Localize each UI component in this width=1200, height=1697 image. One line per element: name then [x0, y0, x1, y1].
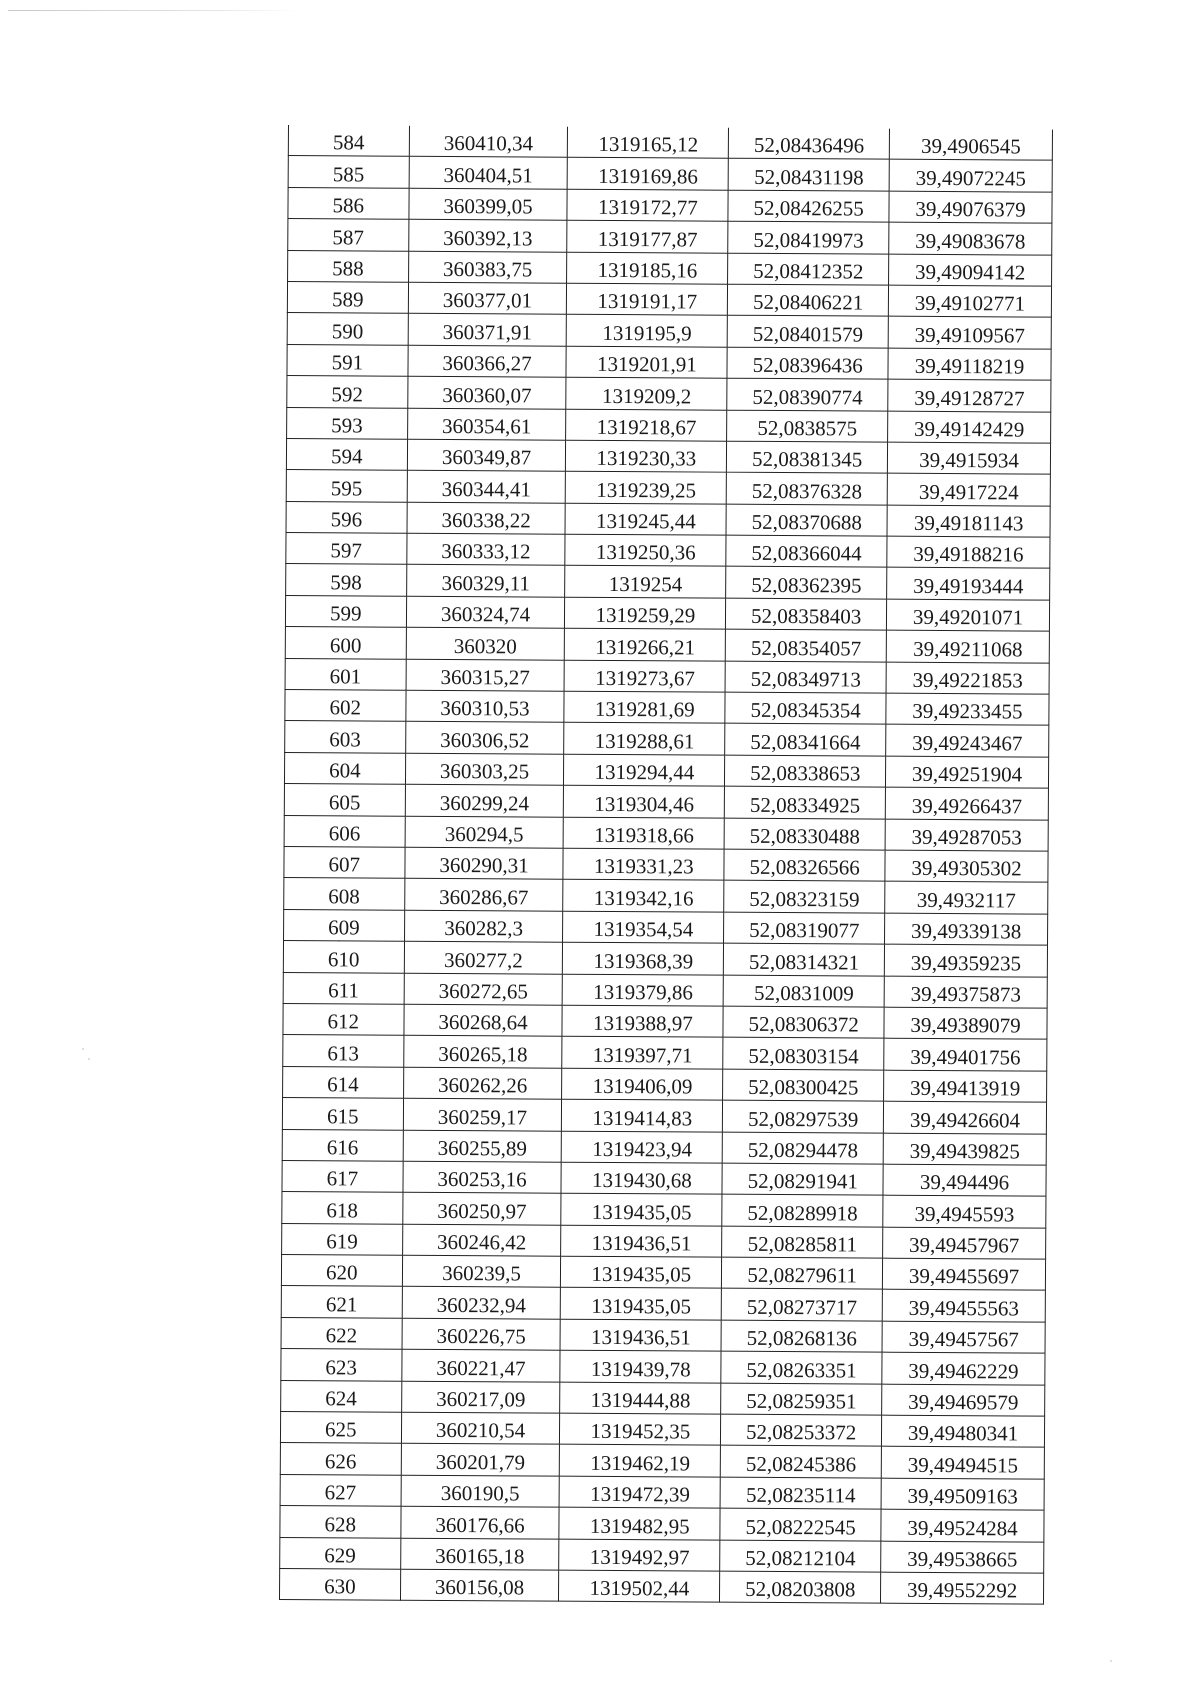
- x-coordinate-cell: 360221,47: [401, 1349, 560, 1381]
- table-row: [283, 1035, 1047, 1071]
- longitude-cell: 39,49181143: [887, 505, 1050, 537]
- y-coordinate-cell: 1319165,12: [568, 127, 729, 159]
- y-coordinate-cell: 1319462,19: [560, 1445, 721, 1477]
- latitude-cell: 52,08245386: [721, 1446, 882, 1478]
- table-row: [282, 1098, 1046, 1134]
- table-row: [282, 1129, 1046, 1165]
- y-coordinate-cell: 1319435,05: [561, 1288, 722, 1320]
- longitude-cell: 39,49201071: [887, 599, 1050, 631]
- table-row: [288, 156, 1052, 192]
- y-coordinate-cell: 1319318,66: [564, 817, 725, 849]
- point-number-cell: 586: [288, 187, 409, 219]
- latitude-cell: 52,08431198: [728, 159, 889, 191]
- latitude-cell: 52,08263351: [721, 1351, 882, 1383]
- x-coordinate-cell: 360286,67: [404, 879, 563, 911]
- point-number-cell: 630: [279, 1568, 400, 1600]
- longitude-cell: 39,49083678: [889, 222, 1052, 254]
- y-coordinate-cell: 1319185,16: [567, 252, 728, 284]
- longitude-cell: 39,49094142: [889, 254, 1052, 286]
- longitude-cell: 39,49457967: [883, 1227, 1046, 1259]
- table-row: [284, 784, 1048, 820]
- longitude-cell: 39,4906545: [889, 129, 1052, 161]
- table-row: [281, 1255, 1045, 1291]
- x-coordinate-cell: 360217,09: [401, 1381, 560, 1413]
- latitude-cell: 52,08319077: [724, 912, 885, 944]
- scan-speck: [88, 1058, 90, 1060]
- table-row: [286, 564, 1050, 600]
- table-row: [281, 1380, 1045, 1416]
- point-number-cell: 621: [281, 1286, 402, 1318]
- point-number-cell: 627: [280, 1474, 401, 1506]
- longitude-cell: 39,49339138: [885, 913, 1048, 945]
- longitude-cell: 39,494496: [883, 1164, 1046, 1196]
- table-row: [288, 250, 1052, 286]
- point-number-cell: 610: [283, 941, 404, 973]
- latitude-cell: 52,08345354: [725, 692, 886, 724]
- table-row: [287, 344, 1051, 380]
- latitude-cell: 52,08294478: [722, 1132, 883, 1164]
- table-row: [288, 219, 1052, 255]
- latitude-cell: 52,08314321: [724, 943, 885, 975]
- point-number-cell: 606: [284, 815, 405, 847]
- longitude-cell: 39,49439825: [883, 1133, 1046, 1165]
- table-row: [282, 1160, 1046, 1196]
- point-number-cell: 613: [283, 1035, 404, 1067]
- latitude-cell: 52,08297539: [723, 1100, 884, 1132]
- point-number-cell: 623: [281, 1349, 402, 1381]
- y-coordinate-cell: 1319482,95: [559, 1507, 720, 1539]
- latitude-cell: 52,08341664: [725, 724, 886, 756]
- y-coordinate-cell: 1319230,33: [566, 440, 727, 472]
- longitude-cell: 39,49426604: [883, 1101, 1046, 1133]
- longitude-cell: 39,49375873: [884, 976, 1047, 1008]
- table-row: [285, 595, 1049, 631]
- latitude-cell: 52,08291941: [722, 1163, 883, 1195]
- longitude-cell: 39,49457567: [882, 1321, 1045, 1353]
- x-coordinate-cell: 360410,34: [409, 126, 568, 158]
- longitude-cell: 39,4917224: [887, 473, 1050, 505]
- latitude-cell: 52,08259351: [721, 1383, 882, 1415]
- y-coordinate-cell: 1319266,21: [565, 628, 726, 660]
- y-coordinate-cell: 1319259,29: [565, 597, 726, 629]
- x-coordinate-cell: 360277,2: [404, 941, 563, 973]
- longitude-cell: 39,49509163: [881, 1478, 1044, 1510]
- table-row: [283, 941, 1047, 977]
- y-coordinate-cell: 1319397,71: [562, 1037, 723, 1069]
- x-coordinate-cell: 360377,01: [408, 282, 567, 314]
- point-number-cell: 615: [282, 1098, 403, 1130]
- y-coordinate-cell: 1319423,94: [562, 1131, 723, 1163]
- point-number-cell: 611: [283, 972, 404, 1004]
- y-coordinate-cell: 1319379,86: [563, 974, 724, 1006]
- point-number-cell: 600: [285, 627, 406, 659]
- longitude-cell: 39,49413919: [884, 1070, 1047, 1102]
- table-row: [280, 1537, 1044, 1573]
- y-coordinate-cell: 1319288,61: [564, 723, 725, 755]
- table-row: [285, 658, 1049, 694]
- longitude-cell: 39,49305302: [885, 850, 1048, 882]
- point-number-cell: 587: [288, 219, 409, 251]
- y-coordinate-cell: 1319218,67: [566, 409, 727, 441]
- latitude-cell: 52,08330488: [724, 818, 885, 850]
- x-coordinate-cell: 360338,22: [407, 502, 566, 534]
- x-coordinate-cell: 360299,24: [405, 784, 564, 816]
- point-number-cell: 584: [288, 125, 409, 157]
- x-coordinate-cell: 360303,25: [405, 753, 564, 785]
- x-coordinate-cell: 360383,75: [408, 251, 567, 283]
- x-coordinate-cell: 360232,94: [402, 1287, 561, 1319]
- x-coordinate-cell: 360201,79: [401, 1444, 560, 1476]
- latitude-cell: 52,08300425: [723, 1069, 884, 1101]
- scan-artifact-line: [8, 10, 298, 11]
- longitude-cell: 39,49538665: [881, 1541, 1044, 1573]
- table-row: [281, 1349, 1045, 1385]
- x-coordinate-cell: 360333,12: [406, 533, 565, 565]
- latitude-cell: 52,08323159: [724, 881, 885, 913]
- x-coordinate-cell: 360320: [406, 627, 565, 659]
- y-coordinate-cell: 1319294,44: [564, 754, 725, 786]
- latitude-cell: 52,0831009: [723, 975, 884, 1007]
- y-coordinate-cell: 1319430,68: [561, 1162, 722, 1194]
- y-coordinate-cell: 1319195,9: [567, 315, 728, 347]
- table-row: [284, 878, 1048, 914]
- point-number-cell: 612: [283, 1003, 404, 1035]
- x-coordinate-cell: 360294,5: [405, 816, 564, 848]
- longitude-cell: 39,49266437: [885, 787, 1048, 819]
- x-coordinate-cell: 360282,3: [404, 910, 563, 942]
- point-number-cell: 628: [280, 1506, 401, 1538]
- latitude-cell: 52,08203808: [720, 1571, 881, 1603]
- point-number-cell: 629: [280, 1537, 401, 1569]
- y-coordinate-cell: 1319439,78: [560, 1350, 721, 1382]
- latitude-cell: 52,08349713: [725, 661, 886, 693]
- point-number-cell: 592: [287, 376, 408, 408]
- point-number-cell: 602: [285, 690, 406, 722]
- x-coordinate-cell: 360259,17: [403, 1098, 562, 1130]
- table-row: [287, 281, 1051, 317]
- point-number-cell: 617: [282, 1160, 403, 1192]
- longitude-cell: 39,49109567: [888, 317, 1051, 349]
- table-row: [280, 1474, 1044, 1510]
- point-number-cell: 614: [283, 1066, 404, 1098]
- y-coordinate-cell: 1319191,17: [567, 283, 728, 315]
- x-coordinate-cell: 360253,16: [403, 1161, 562, 1193]
- x-coordinate-cell: 360268,64: [404, 1004, 563, 1036]
- longitude-cell: 39,49072245: [889, 160, 1052, 192]
- x-coordinate-cell: 360324,74: [406, 596, 565, 628]
- longitude-cell: 39,49287053: [885, 819, 1048, 851]
- x-coordinate-cell: 360272,65: [404, 973, 563, 1005]
- table-row: [286, 438, 1050, 474]
- latitude-cell: 52,08268136: [721, 1320, 882, 1352]
- longitude-cell: 39,49469579: [882, 1384, 1045, 1416]
- x-coordinate-cell: 360156,08: [400, 1569, 559, 1601]
- latitude-cell: 52,08326566: [724, 849, 885, 881]
- point-number-cell: 598: [286, 564, 407, 596]
- x-coordinate-cell: 360210,54: [401, 1412, 560, 1444]
- longitude-cell: 39,49188216: [887, 536, 1050, 568]
- y-coordinate-cell: 1319436,51: [560, 1319, 721, 1351]
- latitude-cell: 52,08390774: [727, 378, 888, 410]
- x-coordinate-cell: 360190,5: [401, 1475, 560, 1507]
- y-coordinate-cell: 1319444,88: [560, 1382, 721, 1414]
- y-coordinate-cell: 1319502,44: [559, 1570, 720, 1602]
- longitude-cell: 39,49480341: [882, 1415, 1045, 1447]
- x-coordinate-cell: 360176,66: [400, 1506, 559, 1538]
- y-coordinate-cell: 1319239,25: [566, 472, 727, 504]
- table-row: [282, 1192, 1046, 1228]
- latitude-cell: 52,08370688: [726, 504, 887, 536]
- table-row: [280, 1443, 1044, 1479]
- y-coordinate-cell: 1319435,05: [561, 1256, 722, 1288]
- table-row: [280, 1411, 1044, 1447]
- x-coordinate-cell: 360165,18: [400, 1538, 559, 1570]
- x-coordinate-cell: 360250,97: [402, 1193, 561, 1225]
- table-row: [285, 690, 1049, 726]
- x-coordinate-cell: 360354,61: [407, 408, 566, 440]
- longitude-cell: 39,49118219: [888, 348, 1051, 380]
- latitude-cell: 52,08362395: [726, 567, 887, 599]
- y-coordinate-cell: 1319436,51: [561, 1225, 722, 1257]
- table-row: [287, 407, 1051, 443]
- y-coordinate-cell: 1319209,2: [566, 377, 727, 409]
- point-number-cell: 597: [286, 533, 407, 565]
- point-number-cell: 626: [280, 1443, 401, 1475]
- y-coordinate-cell: 1319435,05: [561, 1193, 722, 1225]
- y-coordinate-cell: 1319368,39: [563, 942, 724, 974]
- point-number-cell: 588: [288, 250, 409, 282]
- y-coordinate-cell: 1319452,35: [560, 1413, 721, 1445]
- longitude-cell: 39,49233455: [886, 693, 1049, 725]
- latitude-cell: 52,08303154: [723, 1038, 884, 1070]
- point-number-cell: 616: [282, 1129, 403, 1161]
- x-coordinate-cell: 360262,26: [403, 1067, 562, 1099]
- x-coordinate-cell: 360315,27: [406, 659, 565, 691]
- table-row: [285, 721, 1049, 757]
- point-number-cell: 603: [285, 721, 406, 753]
- x-coordinate-cell: 360255,89: [403, 1130, 562, 1162]
- y-coordinate-cell: 1319304,46: [564, 785, 725, 817]
- latitude-cell: 52,08212104: [720, 1540, 881, 1572]
- point-number-cell: 625: [280, 1411, 401, 1443]
- x-coordinate-cell: 360366,27: [408, 345, 567, 377]
- latitude-cell: 52,08436496: [729, 128, 890, 160]
- x-coordinate-cell: 360360,07: [407, 376, 566, 408]
- table-row: [288, 187, 1052, 223]
- latitude-cell: 52,08381345: [727, 441, 888, 473]
- point-number-cell: 622: [281, 1317, 402, 1349]
- x-coordinate-cell: 360239,5: [402, 1255, 561, 1287]
- longitude-cell: 39,49102771: [888, 285, 1051, 317]
- longitude-cell: 39,49243467: [886, 725, 1049, 757]
- latitude-cell: 52,08376328: [726, 472, 887, 504]
- x-coordinate-cell: 360226,75: [402, 1318, 561, 1350]
- table-row: [280, 1506, 1044, 1542]
- longitude-cell: 39,49401756: [884, 1038, 1047, 1070]
- x-coordinate-cell: 360399,05: [409, 188, 568, 220]
- longitude-cell: 39,49389079: [884, 1007, 1047, 1039]
- longitude-cell: 39,49455563: [882, 1290, 1045, 1322]
- latitude-cell: 52,08222545: [720, 1508, 881, 1540]
- table-row: [284, 815, 1048, 851]
- point-number-cell: 608: [284, 878, 405, 910]
- y-coordinate-cell: 1319388,97: [562, 1005, 723, 1037]
- point-number-cell: 620: [281, 1255, 402, 1287]
- x-coordinate-cell: 360344,41: [407, 471, 566, 503]
- table-row: [285, 627, 1049, 663]
- table-row: [286, 533, 1050, 569]
- latitude-cell: 52,08396436: [727, 347, 888, 379]
- coordinates-table: [279, 125, 1053, 1605]
- x-coordinate-cell: 360404,51: [409, 157, 568, 189]
- y-coordinate-cell: 1319331,23: [563, 848, 724, 880]
- longitude-cell: 39,49211068: [886, 630, 1049, 662]
- point-number-cell: 624: [281, 1380, 402, 1412]
- point-number-cell: 593: [287, 407, 408, 439]
- table-row: [284, 909, 1048, 945]
- longitude-cell: 39,49221853: [886, 662, 1049, 694]
- latitude-cell: 52,08358403: [726, 598, 887, 630]
- table-row: [281, 1317, 1045, 1353]
- y-coordinate-cell: 1319250,36: [565, 534, 726, 566]
- coordinates-table-body: [279, 125, 1052, 1604]
- latitude-cell: 52,08253372: [721, 1414, 882, 1446]
- y-coordinate-cell: 1319414,83: [562, 1099, 723, 1131]
- x-coordinate-cell: 360290,31: [405, 847, 564, 879]
- point-number-cell: 604: [284, 752, 405, 784]
- longitude-cell: 39,49524284: [881, 1509, 1044, 1541]
- longitude-cell: 39,4932117: [885, 882, 1048, 914]
- table-row: [282, 1223, 1046, 1259]
- latitude-cell: 52,08406221: [728, 284, 889, 316]
- latitude-cell: 52,08412352: [728, 253, 889, 285]
- point-number-cell: 619: [282, 1223, 403, 1255]
- point-number-cell: 589: [287, 281, 408, 313]
- point-number-cell: 596: [286, 501, 407, 533]
- y-coordinate-cell: 1319281,69: [564, 691, 725, 723]
- longitude-cell: 39,49193444: [887, 568, 1050, 600]
- table-row: [283, 1066, 1047, 1102]
- y-coordinate-cell: 1319201,91: [566, 346, 727, 378]
- point-number-cell: 618: [282, 1192, 403, 1224]
- longitude-cell: 39,49462229: [882, 1352, 1045, 1384]
- y-coordinate-cell: 1319342,16: [563, 880, 724, 912]
- x-coordinate-cell: 360265,18: [403, 1036, 562, 1068]
- latitude-cell: 52,08334925: [725, 786, 886, 818]
- y-coordinate-cell: 1319254: [565, 566, 726, 598]
- latitude-cell: 52,08354057: [726, 629, 887, 661]
- latitude-cell: 52,08279611: [722, 1257, 883, 1289]
- table-row: [279, 1568, 1043, 1604]
- longitude-cell: 39,49251904: [886, 756, 1049, 788]
- table-row: [287, 376, 1051, 412]
- y-coordinate-cell: 1319406,09: [562, 1068, 723, 1100]
- longitude-cell: 39,49142429: [888, 411, 1051, 443]
- longitude-cell: 39,49455697: [883, 1258, 1046, 1290]
- y-coordinate-cell: 1319245,44: [565, 503, 726, 535]
- y-coordinate-cell: 1319169,86: [568, 158, 729, 190]
- latitude-cell: 52,08366044: [726, 535, 887, 567]
- table-row: [286, 470, 1050, 506]
- point-number-cell: 594: [286, 438, 407, 470]
- latitude-cell: 52,08306372: [723, 1006, 884, 1038]
- latitude-cell: 52,08419973: [728, 221, 889, 253]
- table-row: [283, 1003, 1047, 1039]
- table-row: [287, 313, 1051, 349]
- point-number-cell: 585: [288, 156, 409, 188]
- point-number-cell: 605: [284, 784, 405, 816]
- scan-speck: [1110, 1660, 1112, 1662]
- x-coordinate-cell: 360349,87: [407, 439, 566, 471]
- latitude-cell: 52,08273717: [721, 1289, 882, 1321]
- point-number-cell: 595: [286, 470, 407, 502]
- x-coordinate-cell: 360310,53: [405, 690, 564, 722]
- latitude-cell: 52,08285811: [722, 1226, 883, 1258]
- x-coordinate-cell: 360306,52: [405, 722, 564, 754]
- point-number-cell: 590: [287, 313, 408, 345]
- x-coordinate-cell: 360371,91: [408, 314, 567, 346]
- point-number-cell: 609: [284, 909, 405, 941]
- longitude-cell: 39,49359235: [884, 944, 1047, 976]
- scan-speck: [82, 1048, 84, 1050]
- point-number-cell: 599: [285, 595, 406, 627]
- point-number-cell: 601: [285, 658, 406, 690]
- x-coordinate-cell: 360392,13: [408, 219, 567, 251]
- table-row: [284, 846, 1048, 882]
- point-number-cell: 607: [284, 846, 405, 878]
- y-coordinate-cell: 1319354,54: [563, 911, 724, 943]
- table-row: [281, 1286, 1045, 1322]
- y-coordinate-cell: 1319177,87: [567, 220, 728, 252]
- table-row: [284, 752, 1048, 788]
- x-coordinate-cell: 360329,11: [406, 565, 565, 597]
- table-row: [283, 972, 1047, 1008]
- longitude-cell: 39,49494515: [881, 1447, 1044, 1479]
- longitude-cell: 39,49552292: [881, 1572, 1044, 1604]
- longitude-cell: 39,4915934: [887, 442, 1050, 474]
- latitude-cell: 52,08338653: [725, 755, 886, 787]
- latitude-cell: 52,08426255: [728, 190, 889, 222]
- y-coordinate-cell: 1319472,39: [560, 1476, 721, 1508]
- table-row: [288, 125, 1052, 161]
- latitude-cell: 52,0838575: [727, 410, 888, 442]
- latitude-cell: 52,08289918: [722, 1194, 883, 1226]
- longitude-cell: 39,49076379: [889, 191, 1052, 223]
- y-coordinate-cell: 1319492,97: [559, 1539, 720, 1571]
- x-coordinate-cell: 360246,42: [402, 1224, 561, 1256]
- latitude-cell: 52,08401579: [727, 316, 888, 348]
- y-coordinate-cell: 1319172,77: [567, 189, 728, 221]
- longitude-cell: 39,49128727: [888, 379, 1051, 411]
- point-number-cell: 591: [287, 344, 408, 376]
- table-row: [286, 501, 1050, 537]
- longitude-cell: 39,4945593: [883, 1195, 1046, 1227]
- latitude-cell: 52,08235114: [720, 1477, 881, 1509]
- y-coordinate-cell: 1319273,67: [564, 660, 725, 692]
